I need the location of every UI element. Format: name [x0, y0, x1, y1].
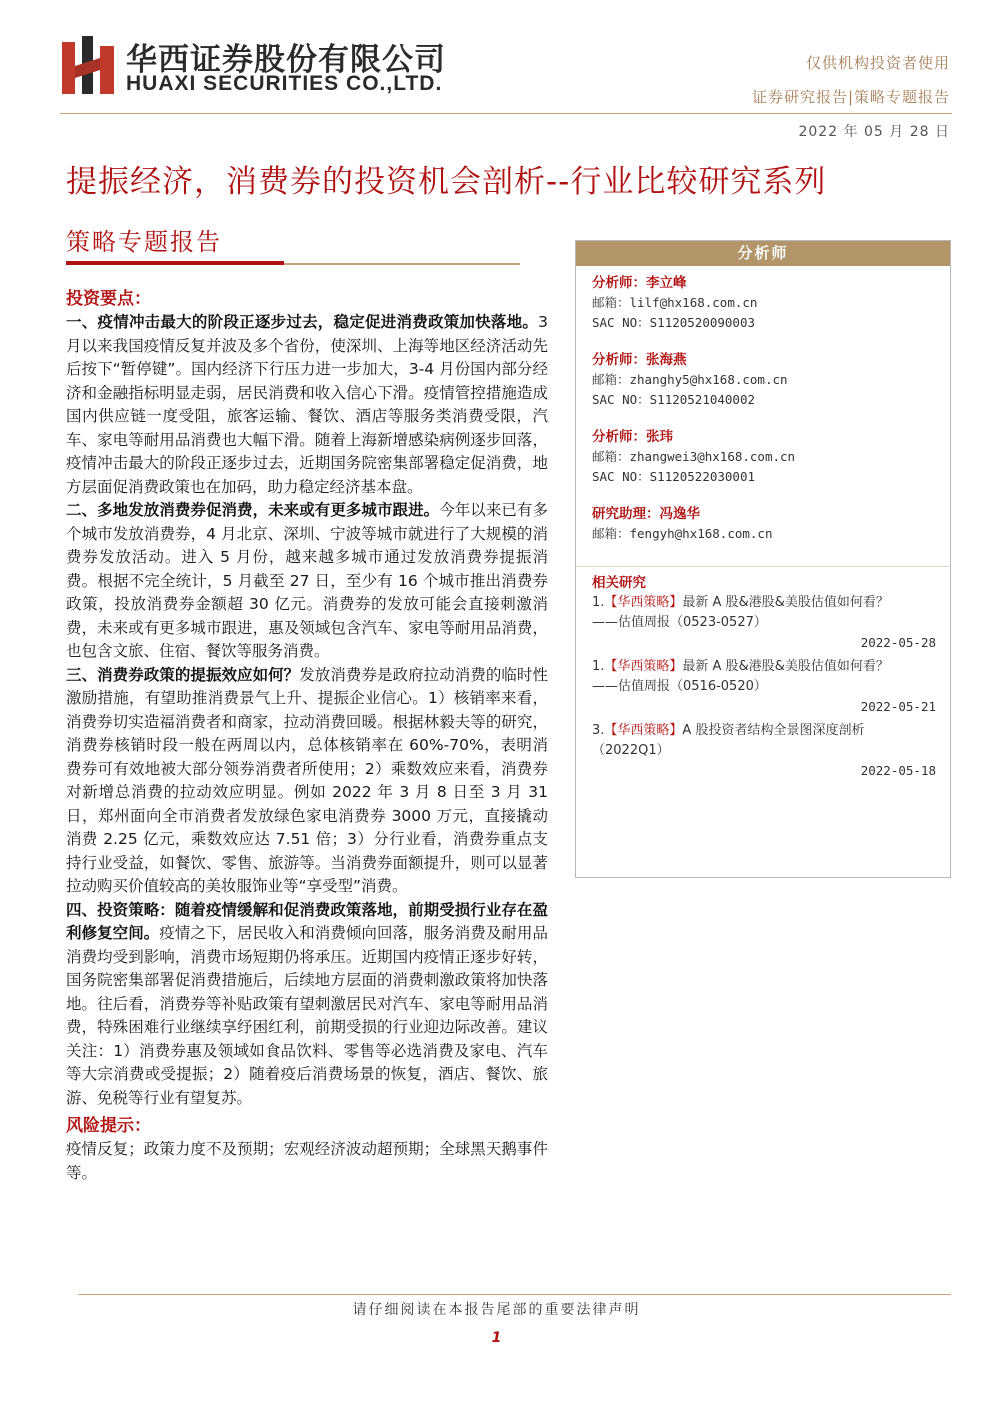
related-divider [576, 566, 950, 567]
related-tag: 【华西策略】 [604, 595, 683, 610]
section-1-lead: 一、疫情冲击最大的阶段正逐步过去，稳定促进消费政策加快落地。 [66, 313, 539, 331]
related-line1: 最新 A 股&港股&美股估值如何看？ [682, 595, 889, 610]
section-3-text: 发放消费券是政府拉动消费的临时性激励措施，有望助推消费景气上升、提振企业信心。1）核销率来看，消费券切实造福消费者和商家，拉动消费回暖。根据林毅夫等的研究，消费券核销时段一般在两周以内，总体核销率在 60%-70%，表明消费券可有效地被大部分领券消费者所使用；2）乘数效应来看，消费券对新增总消费的拉动效应明显。例如 2022 年 3 月 8 日至 3 月 31 日，郑州面向全市消费者发放绿色家电消费券 3000 万元，直接撬动消费 2.25 亿元，乘数效应达 7.51 倍；3）分行业看，消费券重点支持行业受益，如餐饮、零售、旅游等。当消费券面额提升，则可以显著拉动购买价值较高的美妆服饰业等“享受型”消费。 [66, 665, 548, 895]
analyst-sidebar [575, 240, 951, 878]
related-num: 3. [592, 723, 605, 738]
header-divider [60, 113, 952, 114]
related-research-title: 相关研究 [592, 575, 646, 591]
analyst-name: 分析师：李立峰 [592, 275, 687, 291]
related-date: 2022-05-18 [860, 763, 936, 778]
assistant-email[interactable]: 邮箱：fengyh@hx168.com.cn [592, 526, 773, 541]
analyst-card [592, 427, 936, 487]
assistant-name: 研究助理：冯逸华 [592, 506, 700, 522]
analyst-sac: SAC NO：S1120520090003 [592, 315, 756, 330]
related-line2: ——估值周报（0523-0527） [592, 615, 767, 630]
page-number: 1 [491, 1330, 502, 1346]
related-num: 1. [592, 659, 605, 674]
analyst-name: 分析师：张海燕 [592, 352, 687, 368]
related-date: 2022-05-28 [860, 635, 936, 650]
analyst-email[interactable]: 邮箱：zhangwei3@hx168.com.cn [592, 449, 796, 464]
related-line1: 最新 A 股&港股&美股估值如何看？ [682, 659, 889, 674]
section-4 [66, 899, 548, 1111]
related-line1: A 股投资者结构全景图深度剖析 [682, 723, 865, 738]
audience-note: 仅供机构投资者使用 [805, 54, 950, 72]
sidebar-header: 分析师 [576, 241, 950, 266]
related-item[interactable] [592, 721, 936, 781]
footer-notice: 请仔细阅读在本报告尾部的重要法律声明 [352, 1302, 641, 1318]
risk-title: 风险提示： [66, 1116, 151, 1136]
section-3-lead: 三、消费券政策的提振效应如何？ [66, 665, 300, 684]
company-logo [62, 36, 116, 94]
analyst-card [592, 273, 936, 333]
section-2 [66, 499, 548, 664]
assistant-card [592, 504, 936, 544]
analyst-sac: SAC NO：S1120521040002 [592, 392, 756, 407]
analyst-email[interactable]: 邮箱：zhanghy5@hx168.com.cn [592, 372, 788, 387]
analyst-email[interactable]: 邮箱：lilf@hx168.com.cn [592, 295, 758, 310]
report-date: 2022 年 05 月 28 日 [798, 124, 950, 140]
section-2-text: 今年以来已有多个城市发放消费券，4 月北京、深圳、宁波等城市就进行了大规模的消费券发放活动。进入 5 月份，越来越多城市通过发放消费券提振消费。根据不完全统计，5 月截至 27 日，至少有 16 个城市推出消费券政策，投放消费券金额超 30 亿元。消费券的发放可能会直接刺激消费，未来或有更多城市跟进，惠及领域包含汽车、家电等耐用品消费，也包含文旅、住宿、餐饮等服务消费。 [66, 501, 548, 660]
analyst-sac: SAC NO：S1120522030001 [592, 469, 756, 484]
related-tag: 【华西策略】 [604, 723, 683, 738]
main-content [66, 287, 548, 1185]
section-3 [66, 664, 548, 899]
subtitle-underline-gold [284, 263, 520, 265]
subtitle-underline-red [66, 261, 284, 265]
analyst-card [592, 350, 936, 410]
related-line2: （2022Q1） [592, 743, 670, 758]
footer-divider [78, 1294, 951, 1295]
section-2-lead: 二、多地发放消费券促消费，未来或有更多城市跟进。 [66, 501, 440, 519]
risk-text: 疫情反复；政策力度不及预期；宏观经济波动超预期；全球黑天鹅事件等。 [66, 1140, 548, 1182]
key-points-title: 投资要点： [66, 289, 151, 309]
brand-name-en: HUAXI SECURITIES CO.,LTD. [126, 72, 443, 95]
related-tag: 【华西策略】 [604, 659, 683, 674]
analyst-name: 分析师：张玮 [592, 429, 673, 445]
section-4-lead: 四、投资策略：随着疫情缓解和促消费政策落地，前期受损行业存在盈利修复空间。 [66, 900, 548, 942]
report-category: 证券研究报告|策略专题报告 [751, 88, 950, 106]
brand-name-cn: 华西证券股份有限公司 [126, 42, 446, 78]
related-item[interactable] [592, 657, 936, 717]
section-4-text: 疫情之下，居民收入和消费倾向回落，服务消费及耐用品消费均受到影响，消费市场短期仍将承压。近期国内疫情正逐步好转，国务院密集部署促消费措施后，后续地方层面的消费刺激政策将加快落地。往后看，消费券等补贴政策有望刺激居民对汽车、家电等耐用品消费，特殊困难行业继续享纾困红利，前期受损的行业迎边际改善。建议关注：1）消费券惠及领域如食品饮料、零售等必选消费及家电、汽车等大宗消费或受提振；2）随着疫后消费场景的恢复，酒店、餐饮、旅游、免税等行业有望复苏。 [66, 924, 548, 1107]
report-subtitle: 策略专题报告 [66, 228, 222, 256]
section-1-text: 3 月以来我国疫情反复并波及多个省份，使深圳、上海等地区经济活动先后按下“暂停键”。国内经济下行压力进一步加大，3-4 月份国内部分经济和金融指标明显走弱，居民消费和收入信心下滑。疫情管控措施造成国内供应链一度受阻，旅客运输、餐饮、酒店等服务类消费受限，汽车、家电等耐用品消费也大幅下滑。随着上海新增感染病例逐步回落，疫情冲击最大的阶段正逐步过去，近期国务院密集部署稳定促消费，地方层面促消费政策也在加码，助力稳定经济基本盘。 [66, 313, 548, 496]
related-date: 2022-05-21 [860, 699, 936, 714]
related-num: 1. [592, 595, 605, 610]
related-line2: ——估值周报（0516-0520） [592, 679, 767, 694]
related-item[interactable] [592, 593, 936, 653]
report-title: 提振经济，消费券的投资机会剖析--行业比较研究系列 [66, 164, 827, 200]
section-1 [66, 311, 548, 499]
